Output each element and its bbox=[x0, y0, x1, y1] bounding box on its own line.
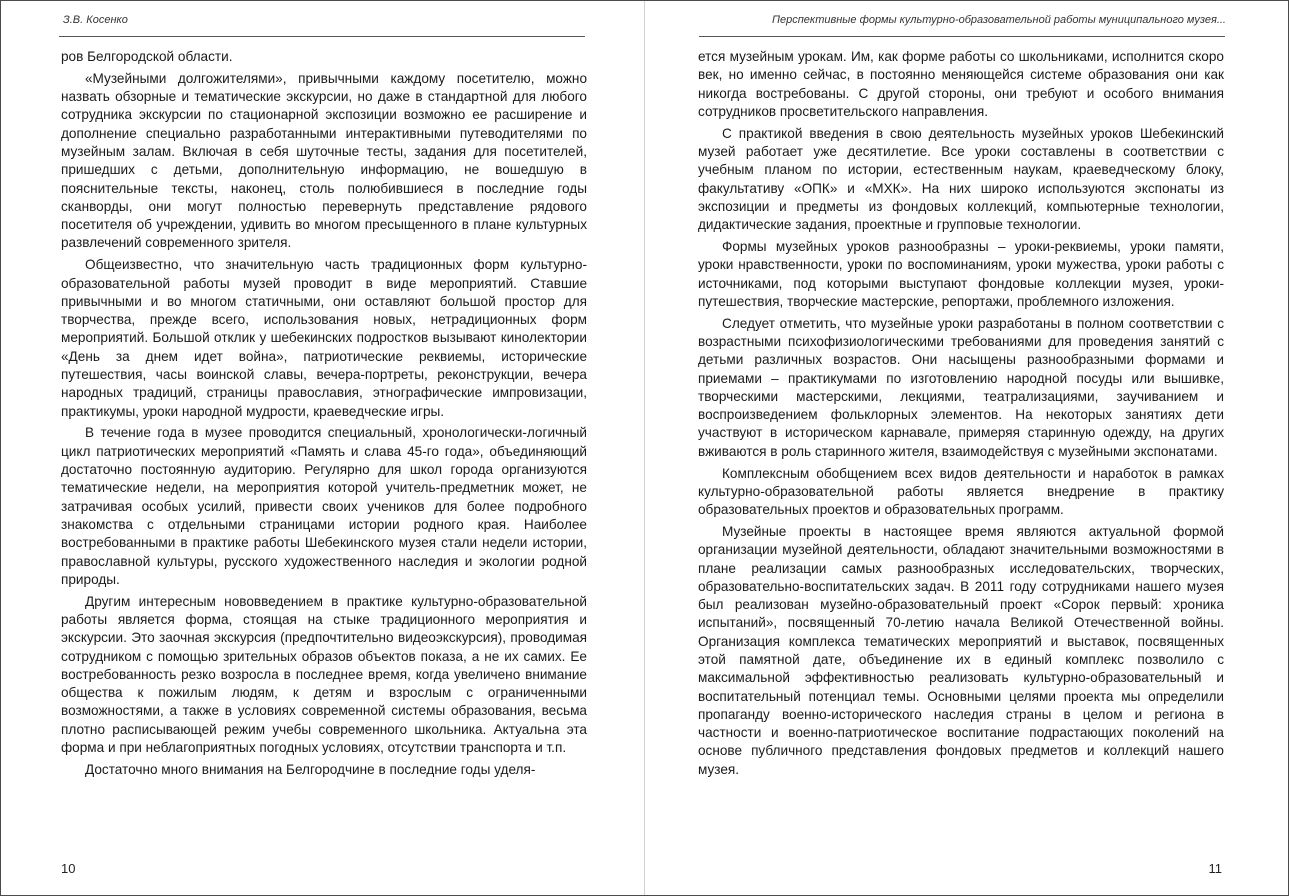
right-running-head: Перспективные формы культурно-образовательной работы муниципального музея... bbox=[772, 14, 1226, 26]
left-paragraph-6: Достаточно много внимания на Белгородчине в последние годы уделя- bbox=[85, 761, 536, 777]
left-paragraph-1: ров Белгородской области. bbox=[61, 49, 233, 64]
right-paragraph-3: Формы музейных уроков разнообразны – уроки-реквиемы, уроки памяти, уроки нравственности, уроки по воспоминаниям, уроки мужества, уроки работы с источниками, под которыми выступают фондовые коллекции музея, уроки-путешествия, творческие мастерские, репортажи, проблемного изложения. bbox=[698, 238, 1224, 309]
right-header-rule bbox=[699, 36, 1225, 37]
left-paragraph-2: «Музейными долгожителями», привычными каждому посетителю, можно назвать обзорные и тематические экскурсии, но даже в стандартной для любого сотрудника экскурсии по стационарной экспозиции возможно ее расширение и дополнение специально разработанными интерактивными путеводителями по музейным залам. Включая в себя шуточные тесты, задания для посетителей, пришедших с детьми, дополнительную информацию, не вошедшую в пояснительные тексты, наконец, столь полюбившиеся в последние годы сканворды, они могут полностью перевернуть представление рядового посетителя об учреждении, удивить во многом пресыщенного в плане культурных развлечений современного зрителя. bbox=[61, 70, 587, 251]
left-body-text bbox=[61, 48, 587, 783]
right-paragraph-4: Следует отметить, что музейные уроки разработаны в полном соответствии с возрастными психофизиологическими требованиями для проведения занятий с детьми различных возрастов. Они насыщены разнообразными формами и приемами – практикумами по изготовлению народной посуды или вышивке, творческими мастерскими, лекциями, театрализациями, заучиванием и воспроизведением фольклорных элементов. На некоторых занятиях дети участвуют в историческом карнавале, примеряя старинную одежду, на других вживаются в роль старинного жителя, взаимодействуя с музейными экспонатами. bbox=[698, 315, 1224, 459]
right-body-text bbox=[698, 48, 1224, 783]
left-paragraph-5: Другим интересным нововведением в практике культурно-образовательной работы является форма, стоящая на стыке традиционного мероприятия и экскурсии. Это заочная экскурсия (предпочтительно видеоэкскурсия), проводимая сотрудником с помощью зрительных образов объектов показа, а не их самих. Ее востребованность резко возросла в последнее время, когда увеличено внимание общества к пожилым людям, к детям и взрослым с ограниченными возможностями, а также в условиях современной системы образования, весьма плотно расписывающей режим учебы современного школьника. Актуальна эта форма и при неблагоприятных погодных условиях, отсутствии транспорта и т.п. bbox=[61, 593, 587, 755]
right-page-number: 11 bbox=[1208, 861, 1222, 876]
left-header-rule bbox=[59, 36, 585, 37]
left-paragraph-4: В течение года в музее проводится специальный, хронологически-логичный цикл патриотических мероприятий «Память и слава 45-го года», объединяющий достаточно постоянную аудиторию. Регулярно для школ города организуются тематические недели, на мероприятия которой учитель-предметник может, не затрачивая особых усилий, привести своих учеников для более подробного знакомства с отдельными страницами истории родного края. Наиболее востребованными в практике работы Шебекинского музея стали недели истории, православной культуры, русского художественного наследия и экологии родной природы. bbox=[61, 425, 587, 587]
left-paragraph-3: Общеизвестно, что значительную часть традиционных форм культурно-образовательной работы музей проводит в виде мероприятий. Ставшие привычными и во многом статичными, они оставляют большой простор для творчества, прежде всего, использования новых, нетрадиционных форм мероприятий. Большой отклик у шебекинских подростков вызывают кинолектории «День за днем идет война», патриотические реквиемы, исторические путешествия, часы воинской славы, вечера-портреты, реконструкции, вечера народных традиций, страницы православия, этнографические импровизации, практикумы, уроки народной мудрости, краеведческие игры. bbox=[61, 257, 587, 419]
right-paragraph-6: Музейные проекты в настоящее время являются актуальной формой организации музейной деятельности, обладают значительными возможностями в плане реализации самых разнообразных исследовательских, творческих, образовательно-воспитательских задач. В 2011 году сотрудниками нашего музея был реализован музейно-образовательный проект «Сорок первый: хроника испытаний», посвященный 70-летию начала Великой Отечественной войны. Организация комплекса тематических мероприятий и выставок, посвященных этой памятной дате, объединение их в единый комплекс позволило с максимальной эффективностью реализовать культурно-образовательный и воспитательный потенциал темы. Основными целями проекта мы определили пропаганду военно-исторического наследия страны в целом и региона в частности и военно-патриотическое воспитание подрастающих поколений на основе публичного представления фондовых предметов и коллекций нашего музея. bbox=[698, 523, 1224, 777]
left-page-number: 10 bbox=[61, 861, 76, 876]
left-page bbox=[1, 1, 644, 895]
right-paragraph-1: ется музейным урокам. Им, как форме работы со школьниками, исполнится скоро век, но именно сейчас, в постоянно меняющейся системе образования они как никогда востребованы. С другой стороны, они требуют и особого внимания сотрудников просветительского направления. bbox=[698, 49, 1224, 119]
right-paragraph-2: С практикой введения в свою деятельность музейных уроков Шебекинский музей работает уже десятилетие. Все уроки составлены в соответствии с учебным планом по истории, естественным наукам, краеведческому блоку, факультативу «ОПК» и «МХК». На них широко используются экспонаты из экспозиции и предметы из фондовых коллекций, компьютерные технологии, дидактические задания, проектные и групповые технологии. bbox=[698, 125, 1224, 233]
right-page bbox=[645, 1, 1288, 895]
left-running-head: З.В. Косенко bbox=[63, 14, 128, 26]
right-paragraph-5: Комплексным обобщением всех видов деятельности и наработок в рамках культурно-образовательной работы является внедрение в практику образовательных проектов и образовательных программ. bbox=[698, 465, 1224, 518]
